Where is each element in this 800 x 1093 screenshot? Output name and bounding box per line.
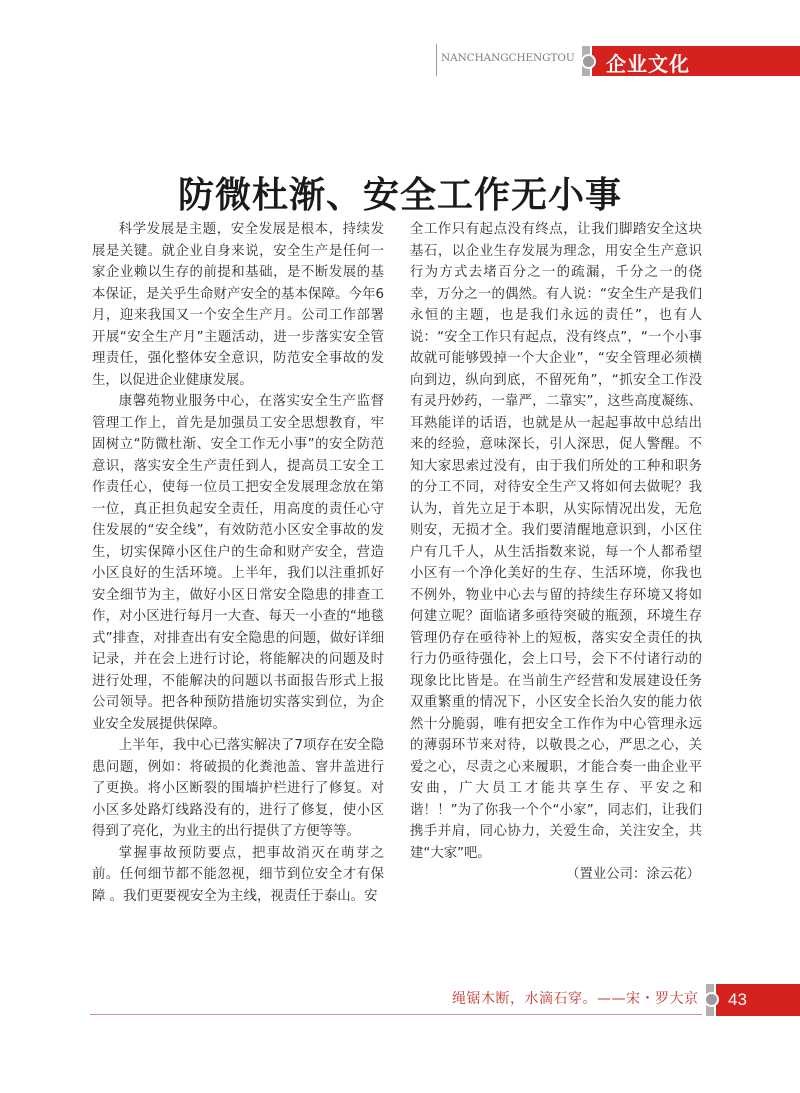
paragraph: 掌握事故预防要点，把事故消灭在萌芽之前。任何细节都不能忽视，细节到位安全才有保障 。我们更要视安全为主线，视责任于泰山。安	[92, 845, 384, 904]
footer-quote: 绳锯木断，水滴石穿。——宋・罗大京	[452, 991, 699, 1007]
paragraph: 科学发展是主题，安全发展是根本，持续发展是关键。就企业自身来说，安全生产是任何一家企业赖以生存的前提和基础，是不断发展的基本保证，是关乎生命财产安全的基本保障。今年6月，迎来我国又一个安全生产月。公司工作部署开展“安全生产月”主题活动，进一步落实安全管理责任，强化整体安全意识，防范安全事故的发生，以促进企业健康发展。	[92, 222, 384, 388]
header-section-title: 企业文化	[606, 52, 690, 76]
header-circle-icon	[581, 54, 596, 69]
footer-rule	[90, 1014, 702, 1015]
article-left-column	[92, 219, 384, 907]
page-number: 43	[728, 990, 747, 1009]
footer-circle-icon	[704, 992, 719, 1007]
header-brand: NANCHANGCHENGTOU	[441, 52, 575, 64]
author-signature: （置业公司：涂云花）	[566, 867, 700, 882]
article-right-column	[410, 219, 702, 886]
header-divider-line	[436, 44, 437, 76]
paragraph: 全工作只有起点没有终点，让我们脚踏安全这块基石，以企业生存发展为理念，用安全生产意识行为方式去堵百分之一的疏漏，千分之一的侥幸，万分之一的偶然。有人说：“安全生产是我们永恒的主题，也是我们永远的责任”，也有人说：“安全工作只有起点，没有终点”，“一个小事故就可能够毁掉一个大企业”，“安全管理必须横向到边，纵向到底，不留死角”，“抓安全工作没有灵丹妙药，一靠严，二靠实”，这些高度凝练、耳熟能详的话语，也就是从一起起事故中总结出来的经验，意味深长，引人深思，促人警醒。不知大家思索过没有，由于我们所处的工种和职务的分工不同，对待安全生产又将如何去做呢？我认为，首先立足于本职，从实际情况出发，无危则安，无损才全。我们要清醒地意识到，小区住户有几千人，从生活指数来说，每一个人都希望小区有一个净化美好的生存、生活环境，你我也不例外，物业中心去与留的持续生存环境又将如何建立呢？面临诸多亟待突破的瓶颈，环境生存管理仍存在亟待补上的短板，落实安全责任的执行力仍亟待强化，会上口号，会下不付诸行动的现象比比皆是。在当前生产经营和发展建设任务双重繁重的情况下，小区安全长治久安的能力依然十分脆弱，唯有把安全工作作为中心管理永远的薄弱环节来对待，以敬畏之心，严思之心，关爱之心，尽责之心来履职，才能合奏一曲企业平安曲，广大员工才能共享生存、平安之和谐！！”为了你我一个个“小家”，同志们，让我们携手并肩，同心协力，关爱生命，关注安全，共建“大家”吧。	[410, 222, 702, 861]
article-title: 防微杜渐、安全工作无小事	[177, 174, 622, 217]
paragraph: 上半年，我中心已落实解决了7项存在安全隐患问题，例如：将破损的化粪池盖、窨井盖进行了更换。将小区断裂的围墙护栏进行了修复。对小区多处路灯线路没有的，进行了修复，使小区得到了亮化，为业主的出行提供了方便等等。	[92, 738, 384, 839]
paragraph: 康馨苑物业服务中心，在落实安全生产监督管理工作上，首先是加强员工安全思想教育，牢固树立“防微杜渐、安全工作无小事”的安全防范意识，落实安全生产责任到人，提高员工安全工作责任心，使每一位员工把安全发展理念放在第一位，真正担负起安全责任，用高度的责任心守住发展的“安全线”，有效防范小区安全事故的发生，切实保障小区住户的生命和财产安全，营造小区良好的生活环境。上半年，我们以注重抓好安全细节为主，做好小区日常安全隐患的排查工作，对小区进行每月一大查、每天一小查的“地毯式”排查，对排查出有安全隐患的问题，做好详细记录，并在会上进行讨论，将能解决的问题及时进行处理，不能解决的问题以书面报告形式上报公司领导。把各种预防措施切实落实到位，为企业安全发展提供保障。	[92, 394, 384, 732]
